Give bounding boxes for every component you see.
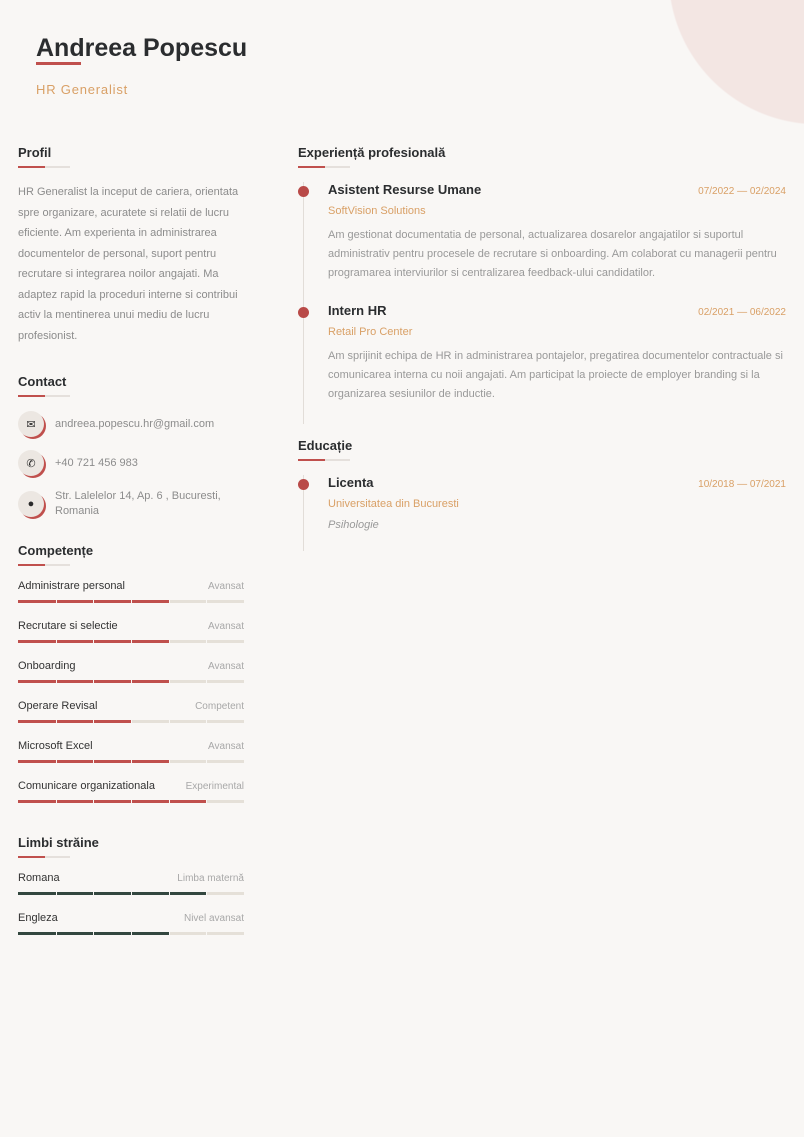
section-heading: Profil [18,145,52,160]
mail-icon: ✉ [18,411,44,437]
timeline-dot [298,479,309,490]
level-bar [18,680,244,683]
job-title: Asistent Resurse Umane [328,182,482,197]
heading-underline [18,166,70,168]
level-fill [18,720,131,723]
level-label: Nivel avansat [183,913,244,924]
skill-item [18,580,244,603]
skill-item [18,660,244,683]
contact-address [18,489,244,519]
section-heading: Limbi străine [18,835,99,850]
level-bar [18,760,244,763]
bar-segment-divider [206,640,207,643]
skill-item [18,740,244,763]
education-item [303,475,786,551]
bar-segment-divider [169,932,170,935]
bar-segment-divider [169,640,170,643]
profile-section [18,145,244,346]
company-name: SoftVision Solutions [328,205,426,217]
item-name: Operare Revisal [18,700,98,712]
bar-segment-divider [169,600,170,603]
bar-segment-divider [131,640,132,643]
level-fill [18,892,206,895]
left-column [18,145,244,952]
bar-segment-divider [56,760,57,763]
job-description: Am gestionat documentatia de personal, actualizarea dosarelor angajatilor si suportul administrativ pentru procesele de recrutare si onboarding. Am colaborat cu managerii pentru programarea interviurilor si centralizarea feedback-ului candidatilor. [328,229,777,279]
education-dates: 10/2018 — 07/2021 [698,479,786,490]
job-dates: 07/2022 — 02/2024 [698,186,786,197]
level-fill [18,800,206,803]
bar-segment-divider [93,892,94,895]
level-bar [18,640,244,643]
contact-email [18,411,244,437]
contact-phone [18,450,244,476]
bar-segment-divider [169,892,170,895]
bar-segment-divider [56,600,57,603]
level-label: Avansat [208,661,244,672]
bar-segment-divider [131,680,132,683]
section-heading: Contact [18,374,67,389]
item-name: Microsoft Excel [18,740,93,752]
language-item [18,912,244,935]
field-of-study: Psihologie [328,519,379,531]
experience-section [298,145,786,424]
job-dates: 02/2021 — 06/2022 [698,307,786,318]
level-bar [18,720,244,723]
skill-item [18,780,244,803]
bar-segment-divider [56,720,57,723]
skills-section [18,543,244,803]
right-column [298,145,786,551]
level-label: Experimental [185,781,244,792]
institution: Universitatea din Bucuresti [328,498,459,510]
bar-segment-divider [169,680,170,683]
item-name: Comunicare organizationala [18,780,155,792]
item-name: Romana [18,872,60,884]
bar-segment-divider [131,932,132,935]
level-label: Limba maternă [177,873,244,884]
phone-number[interactable]: +40 721 456 983 [55,456,138,469]
bar-segment-divider [169,800,170,803]
bar-segment-divider [206,800,207,803]
location-pin-icon: ● [18,491,44,517]
heading-underline [298,459,350,461]
bar-segment-divider [93,680,94,683]
language-item [18,872,244,895]
job-description: Am sprijinit echipa de HR in administrarea pontajelor, pregatirea documentelor contractuale si comunicarea interna cu noii angajati. Am participat la proiecte de employer branding si la organizarea sesiunilor de inductie. [328,350,783,400]
bar-segment-divider [56,932,57,935]
section-heading: Educație [298,438,353,453]
company-name: Retail Pro Center [328,326,413,338]
bar-segment-divider [131,892,132,895]
bar-segment-divider [131,600,132,603]
candidate-name: Andreea Popescu [36,34,248,62]
bar-segment-divider [56,800,57,803]
item-name: Onboarding [18,660,76,672]
section-heading: Experiență profesională [298,145,446,160]
level-label: Avansat [208,621,244,632]
section-heading: Competențe [18,543,94,558]
heading-underline [18,856,70,858]
item-name: Engleza [18,912,58,924]
bar-segment-divider [56,892,57,895]
experience-item [303,182,786,303]
languages-section [18,835,244,935]
item-name: Recrutare si selectie [18,620,118,632]
profile-text: HR Generalist la inceput de cariera, orientata spre organizare, acuratete si relatii de lucru eficiente. Am experienta in administrarea documentelor de personal, suport pentru recrutare si integrarea noilor angajati. Ma adaptez rapid la proceduri interne si contribui activ la mentinerea unui mediu de lucru profesionist. [18,186,239,342]
skill-item [18,620,244,643]
timeline-dot [298,307,309,318]
level-bar [18,800,244,803]
bar-segment-divider [206,720,207,723]
bar-segment-divider [93,800,94,803]
bar-segment-divider [93,760,94,763]
bar-segment-divider [93,932,94,935]
heading-underline [18,564,70,566]
contact-section [18,374,244,519]
skill-item [18,700,244,723]
job-title: Intern HR [328,303,387,318]
bar-segment-divider [56,680,57,683]
bar-segment-divider [206,760,207,763]
bar-segment-divider [93,720,94,723]
level-label: Competent [195,701,244,712]
bar-segment-divider [131,720,132,723]
bar-segment-divider [206,892,207,895]
bar-segment-divider [206,680,207,683]
bar-segment-divider [206,600,207,603]
item-name: Administrare personal [18,580,125,592]
heading-underline [298,166,350,168]
job-title: HR Generalist [36,82,129,97]
bar-segment-divider [56,640,57,643]
decorative-circle [668,0,804,125]
bar-segment-divider [169,760,170,763]
level-bar [18,892,244,895]
level-bar [18,600,244,603]
bar-segment-divider [131,800,132,803]
bar-segment-divider [169,720,170,723]
bar-segment-divider [206,932,207,935]
level-label: Avansat [208,581,244,592]
level-bar [18,932,244,935]
bar-segment-divider [93,600,94,603]
education-section [298,438,786,551]
bar-segment-divider [93,640,94,643]
address-text: Str. Lalelelor 14, Ap. 6 , Bucuresti, Romania [55,490,221,517]
name-underline [36,62,81,65]
email-link[interactable]: andreea.popescu.hr@gmail.com [55,417,215,430]
bar-segment-divider [131,760,132,763]
level-label: Avansat [208,741,244,752]
timeline-dot [298,186,309,197]
phone-icon: ✆ [18,450,44,476]
heading-underline [18,395,70,397]
degree: Licenta [328,475,374,490]
experience-item [303,303,786,424]
